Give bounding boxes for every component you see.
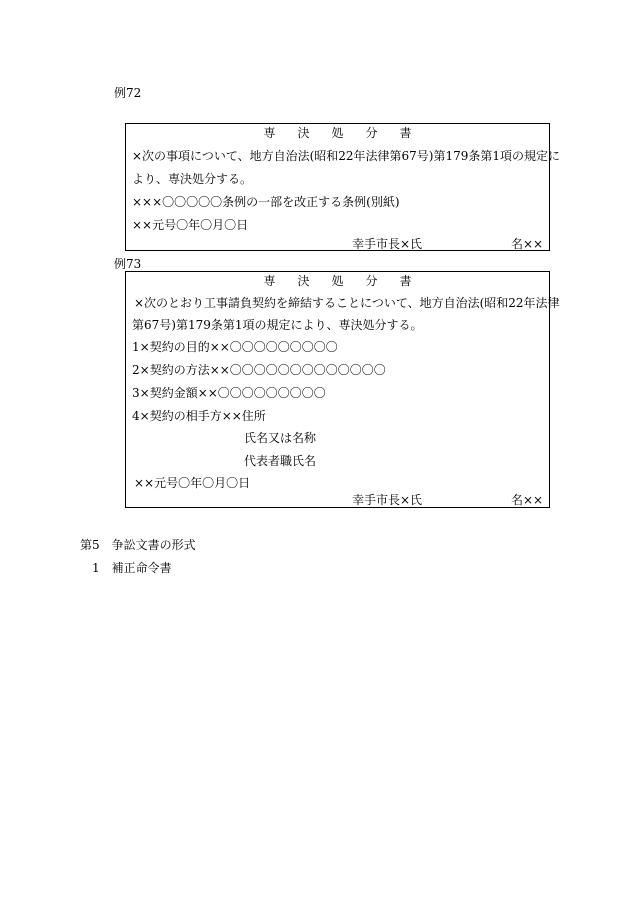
example73-item-1: 1×契約の目的××〇〇〇〇〇〇〇〇〇 — [132, 340, 338, 354]
example72-signer-title: 幸手市長×氏 — [352, 237, 423, 251]
example73-item-3: 3×契約金額××〇〇〇〇〇〇〇〇〇 — [132, 386, 326, 400]
example73-title: 専決処分書 — [263, 274, 434, 288]
example72-line-1: ×次の事項について、地方自治法(昭和22年法律第67号)第179条第1項の規定に — [132, 149, 561, 163]
example72-line-2: より、専決処分する。 — [132, 172, 253, 186]
section-heading: 第5 争訟文書の形式 — [80, 538, 196, 552]
example73-signer-title: 幸手市長×氏 — [352, 493, 423, 507]
example73-signer-name: 名×× — [511, 493, 544, 507]
example72-title: 専決処分書 — [263, 126, 434, 140]
example73-item-4-rep: 代表者職氏名 — [244, 454, 317, 468]
example73-label: 例73 — [114, 257, 142, 271]
example73-item-2: 2×契約の方法××〇〇〇〇〇〇〇〇〇〇〇〇〇 — [132, 363, 386, 377]
example72-line-4: ××元号〇年〇月〇日 — [132, 218, 249, 232]
example73-item-4-name: 氏名又は名称 — [244, 431, 317, 445]
example72-box — [125, 123, 561, 251]
example72-line-3: ×××〇〇〇〇〇条例の一部を改正する条例(別紙) — [132, 195, 400, 209]
example73-date: ××元号〇年〇月〇日 — [134, 476, 251, 490]
example73-box — [125, 271, 560, 508]
example73-line-2: 第67号)第179条第1項の規定により、専決処分する。 — [132, 318, 423, 332]
example73-item-4: 4×契約の相手方××住所 — [132, 409, 266, 423]
example73-line-1: ×次のとおり工事請負契約を締結することについて、地方自治法(昭和22年法律 — [134, 296, 560, 310]
section-subheading: 1 補正命令書 — [92, 561, 172, 575]
example72-signer-name: 名×× — [511, 237, 544, 251]
example72-label: 例72 — [114, 86, 142, 100]
